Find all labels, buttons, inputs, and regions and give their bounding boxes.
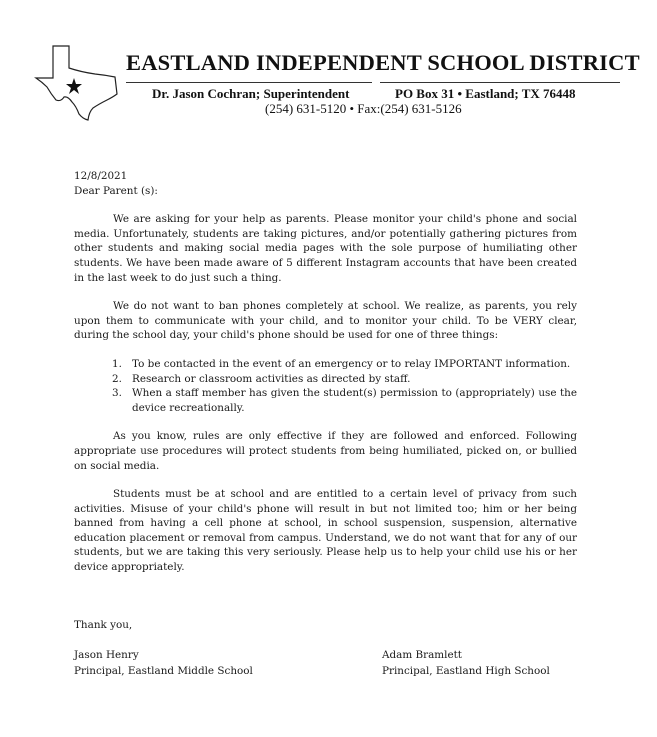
letter-body: [74, 169, 577, 575]
district-name: EASTLAND INDEPENDENT SCHOOL DISTRICT: [126, 50, 640, 75]
superintendent-line: Dr. Jason Cochran; Superintendent: [152, 86, 350, 101]
list-item-number: 1.: [112, 357, 122, 370]
paragraph-3: As you know, rules are only effective if they are followed and enforced. Following appropriate use procedures will protect students from being humiliated, picked on, or bullied on social media.: [74, 430, 577, 472]
district-address: PO Box 31 • Eastland; TX 76448: [395, 86, 576, 101]
list-item: [74, 357, 577, 372]
letter-date: 12/8/2021: [74, 170, 128, 182]
paragraph-2: We do not want to ban phones completely at school. We realize, as parents, you rely upon them to communicate with your child, and to monitor your child. To be VERY clear, during the school day, your child's phone should be used for one of three things:: [74, 300, 577, 342]
header-rule-left: [126, 82, 372, 83]
list-item-text: Research or classroom activities as directed by staff.: [132, 372, 411, 385]
list-item-text: When a staff member has given the student(s) permission to (appropriately) use the device recreationally.: [132, 387, 577, 414]
phone-fax-line: (254) 631-5120 • Fax:(254) 631-5126: [265, 101, 462, 116]
list-item: [74, 372, 577, 387]
list-item-number: 3.: [112, 387, 122, 400]
allowed-uses-list: [74, 357, 577, 415]
list-item-text: To be contacted in the event of an emergency or to relay IMPORTANT information.: [132, 357, 571, 370]
paragraph-1: We are asking for your help as parents. Please monitor your child's phone and social media. Unfortunately, students are taking pictures, and/or potentially gathering pictures from other students and making social media pages with the sole purpose of humiliating other students. We have been made aware of 5 different Instagram accounts that have been created in the last week to do just such a thing.: [74, 213, 577, 284]
list-item-number: 2.: [112, 372, 122, 385]
closing: Thank you,: [74, 619, 133, 631]
signer-left: [74, 648, 253, 679]
signer-title: Principal, Eastland Middle School: [74, 664, 253, 677]
signer-name: Adam Bramlett: [382, 649, 462, 661]
paragraph-4: Students must be at school and are entitled to a certain level of privacy from such activities. Misuse of your child's phone will result in but not limited too; him or her being banned from having a cell phone at school, in school suspension, suspension, alternative education placement or removal from campus. Understand, we do not want that for any of our students, but we are taking this very seriously. Please help us to help your child use his or her device appropriately.: [74, 488, 577, 574]
header-rule-right: [380, 82, 620, 83]
list-item: [74, 386, 577, 415]
signer-title: Principal, Eastland High School: [382, 664, 550, 677]
texas-star-map-icon: [33, 44, 123, 124]
signer-name: Jason Henry: [74, 649, 139, 661]
signer-right: [382, 648, 550, 679]
letterhead: [0, 0, 657, 130]
letter-greeting: Dear Parent (s):: [74, 184, 158, 197]
